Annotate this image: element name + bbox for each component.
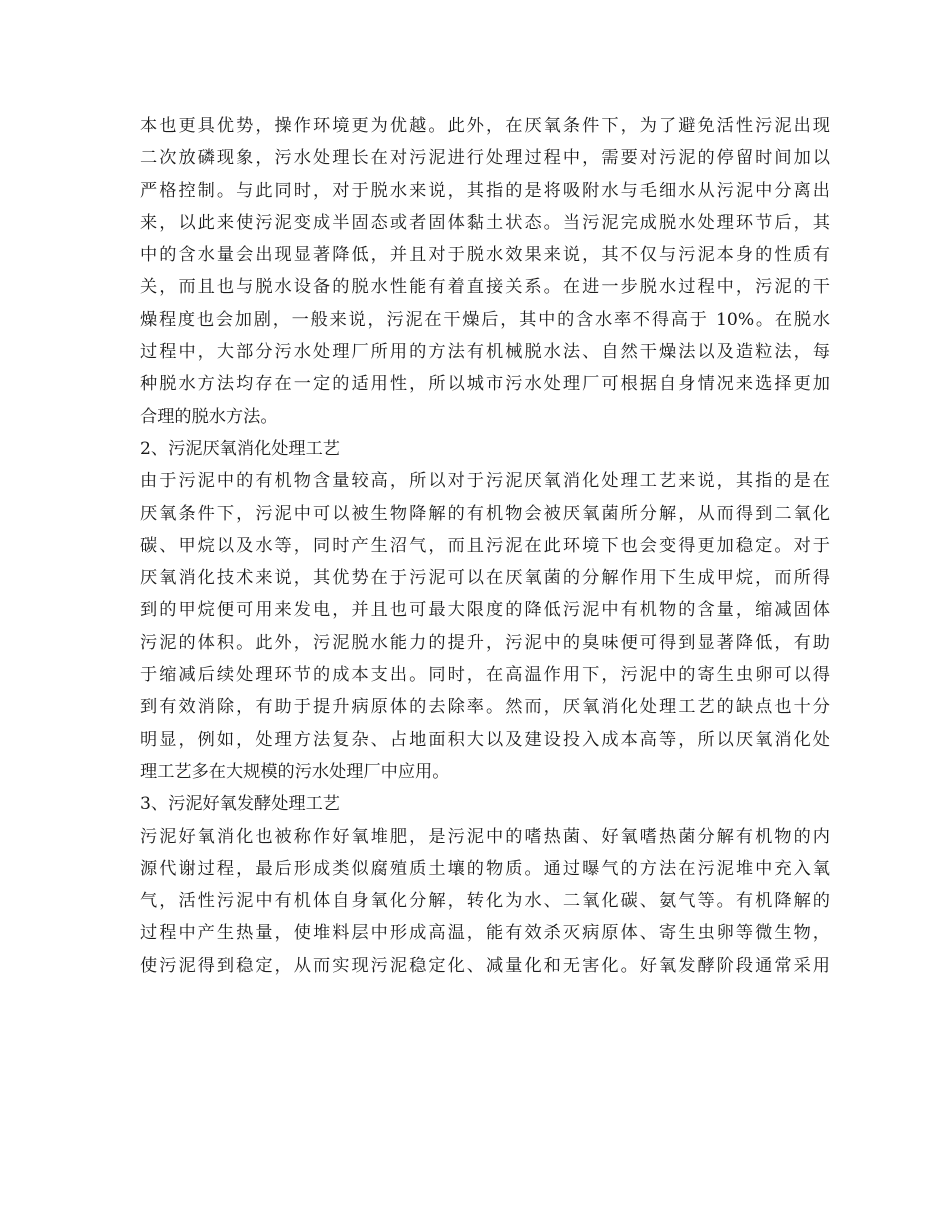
text-line: 源代谢过程，最后形成类似腐殖质土壤的物质。通过曝气的方法在污泥堆中充入氧	[140, 858, 830, 879]
text-line: 到有效消除，有助于提升病原体的去除率。然而，厌氧消化处理工艺的缺点也十分	[140, 697, 830, 718]
text-line: 理工艺多在大规模的污水处理厂中应用。	[140, 761, 450, 782]
text-line: 本也更具优势，操作环境更为优越。此外，在厌氧条件下，为了避免活性污泥出现	[140, 116, 830, 136]
text-line: 厌氧条件下，污泥中可以被生物降解的有机物会被厌氧菌所分解，从而得到二氧化	[140, 503, 830, 524]
text-line: 种脱水方法均存在一定的适用性，所以城市污水处理厂可根据自身情况来选择更加	[140, 374, 830, 395]
text-line: 污泥的体积。此外，污泥脱水能力的提升，污泥中的臭味便可得到显著降低，有助	[140, 632, 830, 653]
text-line: 污泥好氧消化也被称作好氧堆肥，是污泥中的嗜热菌、好氧嗜热菌分解有机物的内	[140, 826, 830, 847]
text-line: 过程中，大部分污水处理厂所用的方法有机械脱水法、自然干燥法以及造粒法，每	[140, 342, 830, 363]
text-line: 来，以此来使污泥变成半固态或者固体黏土状态。当污泥完成脱水处理环节后，其	[140, 212, 830, 233]
text-line: 燥程度也会加剧，一般来说，污泥在干燥后，其中的含水率不得高于 10%。在脱水	[140, 309, 830, 330]
section-heading: 2、污泥厌氧消化处理工艺	[140, 438, 340, 459]
text-line: 于缩减后续处理环节的成本支出。同时，在高温作用下，污泥中的寄生虫卵可以得	[140, 665, 830, 686]
text-line: 二次放磷现象，污水处理长在对污泥进行处理过程中，需要对污泥的停留时间加以	[140, 148, 830, 169]
document-body	[140, 110, 830, 982]
section-heading: 3、污泥好氧发酵处理工艺	[140, 794, 340, 815]
text-line: 气，活性污泥中有机体自身氧化分解，转化为水、二氧化碳、氨气等。有机降解的	[140, 891, 830, 912]
text-line: 过程中产生热量，使堆料层中形成高温，能有效杀灭病原体、寄生虫卵等微生物，	[140, 923, 830, 944]
text-line: 中的含水量会出现显著降低，并且对于脱水效果来说，其不仅与污泥本身的性质有	[140, 245, 830, 266]
text-line: 合理的脱水方法。	[140, 406, 278, 427]
text-line: 厌氧消化技术来说，其优势在于污泥可以在厌氧菌的分解作用下生成甲烷，而所得	[140, 568, 830, 589]
text-line: 严格控制。与此同时，对于脱水来说，其指的是将吸附水与毛细水从污泥中分离出	[140, 180, 830, 201]
text-line: 使污泥得到稳定，从而实现污泥稳定化、减量化和无害化。好氧发酵阶段通常采用	[140, 955, 830, 976]
text-line: 由于污泥中的有机物含量较高，所以对于污泥厌氧消化处理工艺来说，其指的是在	[140, 471, 830, 492]
text-line: 碳、甲烷以及水等，同时产生沼气，而且污泥在此环境下也会变得更加稳定。对于	[140, 535, 830, 556]
text-line: 到的甲烷便可用来发电，并且也可最大限度的降低污泥中有机物的含量，缩减固体	[140, 600, 830, 621]
text-line: 关，而且也与脱水设备的脱水性能有着直接关系。在进一步脱水过程中，污泥的干	[140, 277, 830, 298]
text-line: 明显，例如，处理方法复杂、占地面积大以及建设投入成本高等，所以厌氧消化处	[140, 729, 830, 750]
